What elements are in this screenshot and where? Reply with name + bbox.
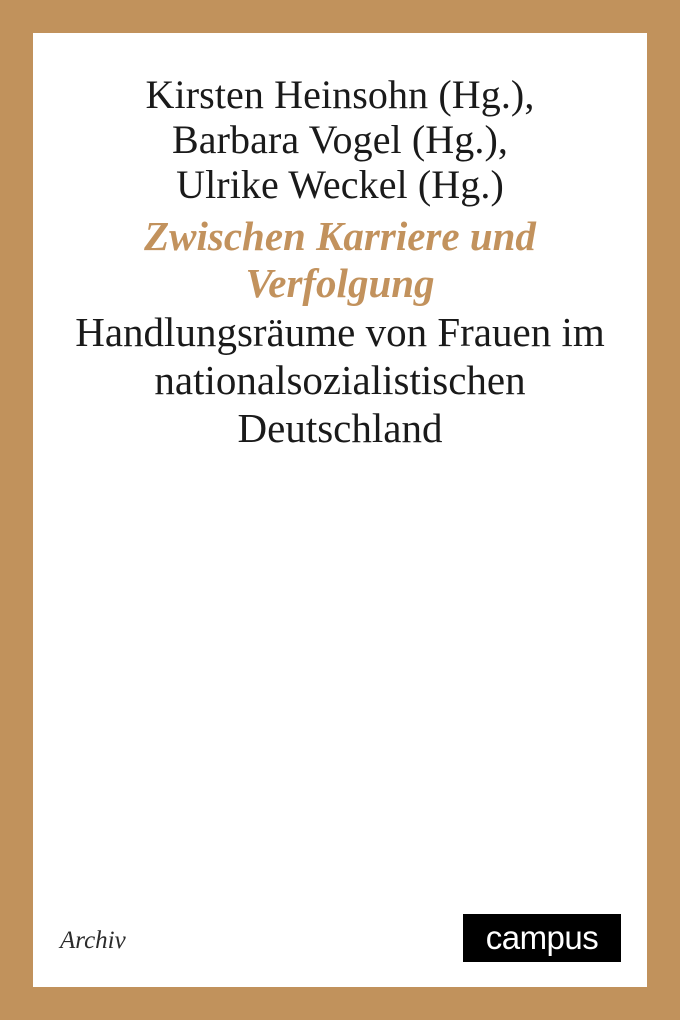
book-title: Zwischen Karriere und Verfolgung — [144, 213, 536, 307]
series-label: Archiv — [60, 927, 126, 954]
editor-name-1: Kirsten Heinsohn (Hg.), — [145, 72, 535, 117]
editor-name-2: Barbara Vogel (Hg.), — [172, 116, 508, 162]
publisher-logo — [463, 914, 621, 962]
editors-list — [69, 73, 611, 207]
cover-text-block — [33, 73, 647, 453]
cover-page-panel — [33, 33, 647, 987]
editor-name-3: Ulrike Weckel (Hg.) — [176, 161, 504, 207]
book-subtitle: Handlungsräume von Frauen im nationalsozialistischen Deutschland — [75, 308, 605, 451]
publisher-name: campus — [485, 918, 599, 956]
